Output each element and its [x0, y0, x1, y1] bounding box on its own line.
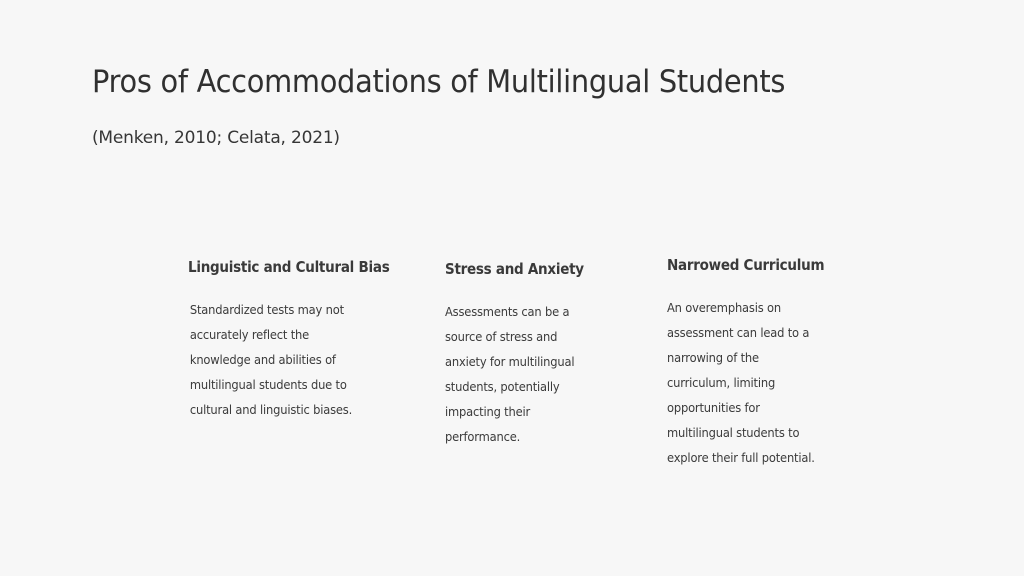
column-linguistic-cultural-bias: [188, 258, 398, 422]
column-heading: Linguistic and Cultural Bias: [188, 258, 390, 276]
column-heading: Stress and Anxiety: [445, 260, 584, 278]
column-text: An overemphasis on assessment can lead to a narrowing of the curriculum, limiting opportunities for multilingual students to explore their full potential.: [667, 300, 815, 465]
column-text: Assessments can be a source of stress and anxiety for multilingual students, potentially impacting their performance.: [445, 304, 575, 444]
column-stress-anxiety: [445, 260, 655, 449]
column-narrowed-curriculum: [667, 256, 877, 470]
slide-title: Pros of Accommodations of Multilingual Students: [92, 64, 786, 100]
citation: (Menken, 2010; Celata, 2021): [92, 128, 340, 148]
column-heading: Narrowed Curriculum: [667, 256, 825, 274]
column-text: Standardized tests may not accurately reflect the knowledge and abilities of multilingual students due to cultural and linguistic biases.: [189, 302, 353, 417]
